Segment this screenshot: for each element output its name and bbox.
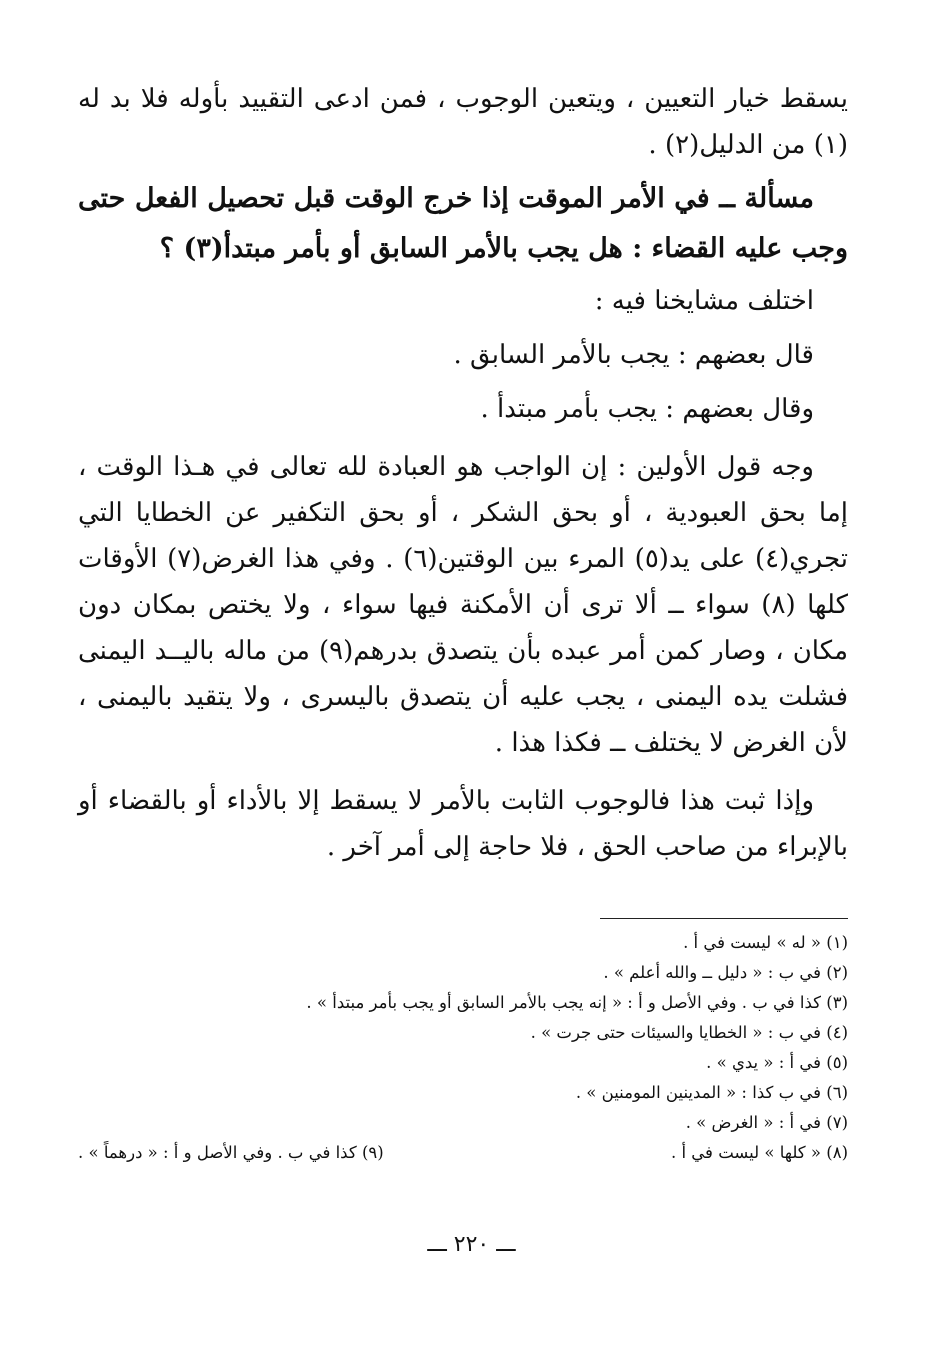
- footnote-divider: [600, 918, 848, 919]
- footnote: (٨) « كلها » ليست في أ .: [670, 1143, 848, 1162]
- page-number: ـــ ٢٢٠ ـــ: [427, 1232, 516, 1257]
- footnote: (٦) في ب كذا : « المدينين المومنين » .: [575, 1083, 848, 1102]
- footnotes: [78, 928, 848, 1168]
- paragraph-argument: وجه قول الأولين : إن الواجب هو العبادة لله تعالى في هـذا الوقت ، إما بحق العبودية ، أو بحق الشكر ، أو بحق التكفير عن الخطايا التي تجري(٤) على يد(٥) المرء بين الوقتين(٦) . وفي هذا الغرض(٧) الأوقات كلها (٨) سواء ــ ألا ترى أن الأمكنة فيها سواء ، ولا يختص بمكان دون مكان ، وصار كمن أمر عبده بأن يتصدق بدرهم(٩) من ماله باليــد اليمنى فشلت يده اليمنى ، يجب عليه أن يتصدق باليسرى ، ولا يتقيد باليمنى ، لأن الغرض لا يختلف ــ فكذا هذا .: [78, 452, 849, 758]
- paragraph-continuation: يسقط خيار التعيين ، ويتعين الوجوب ، فمن ادعى التقييد بأوله فلا بد له (١) من الدليل(٢) .: [78, 84, 848, 160]
- footnote: (١) « له » ليست في أ .: [683, 933, 848, 952]
- section-heading: مسألة ــ في الأمر الموقت إذا خرج الوقت قبل تحصيل الفعل حتى وجب عليه القضاء : هل يجب بالأمر السابق أو بأمر مبتدأ(٣) ؟: [78, 183, 848, 264]
- footnote: (٤) في ب : « الخطايا والسيئات حتى جرت » .: [530, 1023, 848, 1042]
- main-text: [78, 76, 848, 870]
- footnote: (٥) في أ : « يدي » .: [706, 1053, 848, 1072]
- paragraph-opinion-one: قال بعضهم : يجب بالأمر السابق .: [453, 340, 814, 370]
- footnote: (٧) في أ : « الغرض » .: [685, 1113, 848, 1132]
- paragraph-disagreement: اختلف مشايخنا فيه :: [594, 286, 814, 316]
- paragraph-opinion-two: وقال بعضهم : يجب بأمر مبتدأ .: [480, 394, 814, 424]
- footnote: (٩) كذا في ب . وفي الأصل و أ : « درهماً » .: [78, 1143, 384, 1162]
- paragraph-conclusion: وإذا ثبت هذا فالوجوب الثابت بالأمر لا يسقط إلا بالأداء أو بالقضاء أو بالإبراء من صاحب الحق ، فلا حاجة إلى أمر آخر .: [78, 786, 848, 862]
- footnote: (٣) كذا في ب . وفي الأصل و أ : « إنه يجب بالأمر السابق أو يجب بأمر مبتدأ » .: [306, 993, 848, 1012]
- footnote-row: [78, 1138, 848, 1168]
- footnote: (٢) في ب : « دليل ــ والله أعلم » .: [603, 963, 848, 982]
